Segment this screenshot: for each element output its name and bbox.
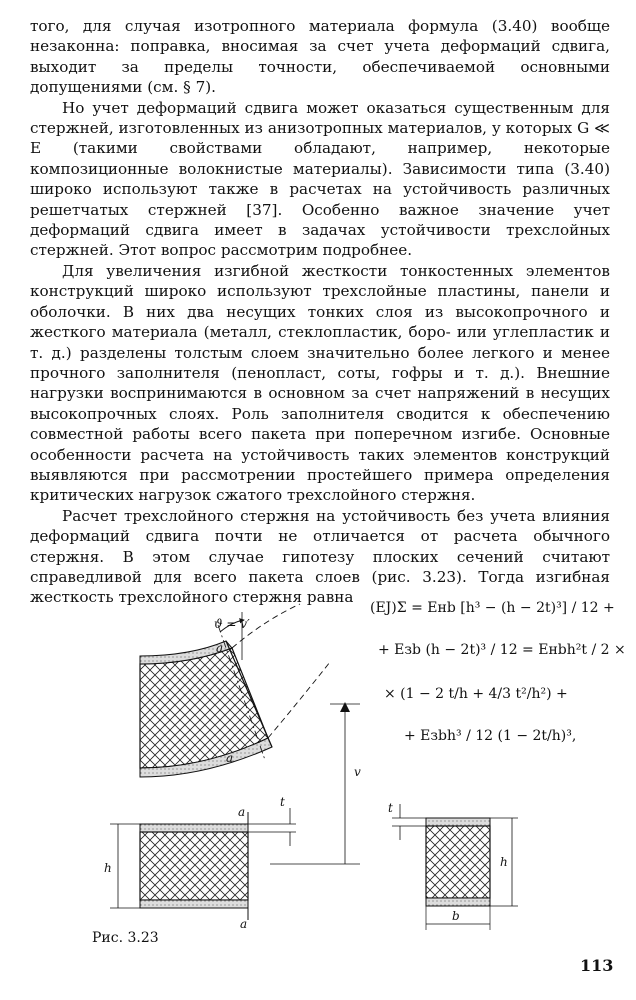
side-bottom-skin — [140, 900, 248, 908]
a-label-top: a — [216, 641, 224, 655]
theta-label: ϑ = v′ — [214, 617, 250, 631]
side-core — [140, 832, 248, 900]
t-right-label: t — [388, 801, 393, 815]
front-top-skin — [426, 818, 490, 826]
front-bottom-skin — [426, 898, 490, 906]
h-right-label: h — [500, 855, 508, 869]
dashed-extension-bottom — [268, 662, 330, 738]
paragraph-4: Расчет трехслойного стержня на устойчивость без учета влияния деформаций сдвига почти не отличается от расчета обычного стержня. В этом случае гипотезу плоских сечений считают справедливой для всего пакета слоев (рис. 3.23). Тогда изгибная жесткость трехслойного стержня равна — [30, 506, 610, 607]
a-label-bottom: a — [226, 751, 234, 765]
paragraph-1: того, для случая изотропного материала формула (3.40) вообще незаконна: поправка, вносимая за счет учета деформаций сдвига, выходит за пределы точности, обеспечиваемой основными допущениями (см. § 7). — [30, 17, 610, 97]
t-left-label: t — [280, 795, 285, 809]
a-section-bottom-label: a — [240, 917, 248, 931]
b-label: b — [452, 909, 460, 923]
formula-line-2: + Eзb (h − 2t)³ / 12 = Eнbh²t / 2 × — [378, 642, 626, 658]
v-label: v — [354, 765, 361, 779]
a-section-top-label: a — [238, 805, 246, 819]
h-left-label: h — [104, 861, 112, 875]
front-cross-section — [388, 801, 518, 930]
figure-caption: Рис. 3.23 — [92, 930, 159, 946]
formula-line-4: + Eзbh³ / 12 (1 − 2t/h)³, — [404, 728, 577, 744]
side-top-skin — [140, 824, 248, 832]
formula-line-3: × (1 − 2 t/h + 4/3 t²/h²) + — [384, 686, 568, 702]
front-core — [426, 826, 490, 898]
formula-line-1: (EJ)Σ = Eнb [h³ − (h − 2t)³] / 12 + — [370, 600, 615, 616]
deflection-dimension — [270, 702, 361, 864]
paragraph-2: Но учет деформаций сдвига может оказаться существенным для стержней, изготовленных из анизотропных материалов, у которых G ≪ E (такими свойствами обладают, например, некоторые композиционные волокнистые материалы). Зависимости типа (3.40) широко используют также в расчетах на устойчивость различных решетчатых стержней [37]. Особенно важное значение учет деформаций сдвига имеет в задачах устойчивости трехслойных стержней. Этот вопрос рассмотрим подробнее. — [30, 98, 610, 260]
side-view-section — [104, 795, 296, 931]
page-number: 113 — [580, 956, 614, 975]
paragraph-3: Для увеличения изгибной жесткости тонкостенных элементов конструкций широко используют трехслойные пластины, панели и оболочки. В них два несущих тонких слоя из высокопрочного и жесткого материала (металл, стеклопластик, боро- или углепластик и т. д.) разделены толстым слоем значительно более легкого и менее прочного заполнителя (пенопласт, соты, гофры и т. д.). Внешние нагрузки воспринимаются в основном за счет напряжений в несущих высокопрочных слоях. Роль заполнителя сводится к обеспечению совместной работы всего пакета при поперечном изгибе. Основные особенности расчета на устойчивость таких элементов конструкций выявляются при рассмотрении простейшего примера определения критических нагрузок сжатого трехслойного стержня. — [30, 261, 610, 505]
bent-beam — [140, 604, 330, 777]
